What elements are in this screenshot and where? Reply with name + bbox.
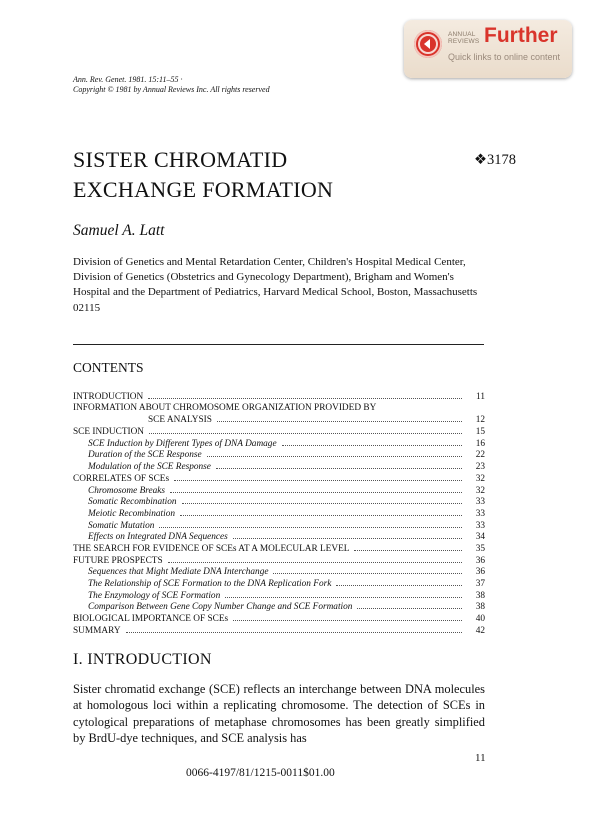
toc-entry <box>73 600 485 612</box>
toc-entry-title: Somatic Mutation <box>88 520 155 531</box>
toc-entry-title: Effects on Integrated DNA Sequences <box>88 532 228 543</box>
toc-entry-page: 38 <box>475 602 485 613</box>
toc-entry <box>73 472 485 484</box>
toc-entry-title: INTRODUCTION <box>73 392 144 402</box>
toc-entry-page: 32 <box>475 485 485 496</box>
toc-entry-title: SCE INDUCTION <box>73 427 145 438</box>
toc-entry-title: SUMMARY <box>73 625 121 636</box>
toc-entry-page: 36 <box>475 567 485 578</box>
toc-entry <box>73 402 485 414</box>
toc-entry <box>73 565 485 577</box>
toc-entry <box>73 589 485 601</box>
toc-entry <box>73 390 485 402</box>
toc-entry-page: 32 <box>475 473 485 484</box>
toc-entry <box>73 530 485 542</box>
toc-leader-dots <box>148 390 462 399</box>
toc-entry <box>73 495 485 507</box>
journal-citation: Ann. Rev. Genet. 1981. 15:11–55 · <box>73 75 183 84</box>
footer-code: 0066-4197/81/1215-0011$01.00 <box>186 767 335 779</box>
toc-entry-page: 35 <box>475 543 485 554</box>
title-line: EXCHANGE FORMATION <box>73 177 334 202</box>
toc-entry-page: 33 <box>475 497 485 508</box>
toc-leader-dots <box>273 565 462 574</box>
toc-entry-title: Somatic Recombination <box>88 497 177 508</box>
toc-leader-dots <box>216 460 462 469</box>
toc-leader-dots <box>233 612 462 621</box>
toc-leader-dots <box>180 507 462 516</box>
toc-entry-title: SCE ANALYSIS <box>148 415 212 426</box>
author-name: Samuel A. Latt <box>73 222 165 239</box>
article-title <box>73 145 333 205</box>
toc-entry-page: 36 <box>475 555 485 566</box>
toc-entry-title: INFORMATION ABOUT CHROMOSOME ORGANIZATION PROVIDED BY <box>73 402 377 413</box>
toc-entry-title: Sequences that Might Mediate DNA Interchange <box>88 567 269 578</box>
toc-entry-title: The Enzymology of SCE Formation <box>88 590 221 601</box>
toc-entry-page: 38 <box>475 590 485 601</box>
title-line: SISTER CHROMATID <box>73 147 288 172</box>
badge-publisher-label: ANNUAL REVIEWS <box>448 31 480 45</box>
toc-entry-page: 33 <box>475 520 485 531</box>
toc-leader-dots <box>170 484 462 493</box>
toc-leader-dots <box>225 589 462 598</box>
toc-leader-dots <box>159 519 462 528</box>
toc-leader-dots <box>217 413 462 422</box>
toc-leader-dots <box>149 425 462 434</box>
toc-entry <box>73 437 485 449</box>
table-of-contents <box>73 390 485 635</box>
toc-leader-dots <box>207 448 462 457</box>
toc-entry <box>73 577 485 589</box>
toc-leader-dots <box>168 554 462 563</box>
toc-entry-title: Chromosome Breaks <box>88 485 166 496</box>
toc-entry <box>73 425 485 437</box>
toc-entry-page: 37 <box>475 579 485 589</box>
toc-entry-page: 34 <box>475 532 485 543</box>
article-number: ❖3178 <box>474 152 516 168</box>
toc-entry <box>73 460 485 472</box>
page-number: 11 <box>475 752 486 764</box>
toc-leader-dots <box>126 624 462 633</box>
toc-entry-page: 40 <box>475 614 485 625</box>
toc-entry-title: Duration of the SCE Response <box>88 450 202 461</box>
badge-subtitle: Quick links to online content <box>448 52 561 62</box>
toc-entry <box>73 448 485 460</box>
badge-brand: Further <box>484 24 558 47</box>
toc-entry-title: Comparison Between Gene Copy Number Change and SCE Formation <box>88 602 353 613</box>
toc-entry-title: BIOLOGICAL IMPORTANCE OF SCEs <box>73 614 229 625</box>
toc-entry <box>73 542 485 554</box>
toc-entry-page: 33 <box>475 508 485 519</box>
toc-entry-page: 15 <box>475 427 485 438</box>
body-paragraph: Sister chromatid exchange (SCE) reflects an interchange between DNA molecules at homologous loci within a replicating chromosome. The detection of SCEs in cytological preparations of metaphase chromosomes has been greatly simplified by BrdU-dye techniques, and SCE analysis has <box>73 682 485 746</box>
copyright-line: Copyright © 1981 by Annual Reviews Inc. All rights reserved <box>73 85 270 94</box>
toc-entry <box>73 624 485 636</box>
divider <box>73 344 484 345</box>
section-heading: I. INTRODUCTION <box>73 651 212 668</box>
toc-leader-dots <box>182 495 462 504</box>
toc-entry-title: CORRELATES OF SCEs <box>73 473 170 484</box>
toc-entry-page: 22 <box>475 450 485 461</box>
toc-leader-dots <box>354 542 462 551</box>
toc-entry-page: 16 <box>475 438 485 449</box>
toc-entry-title: SCE Induction by Different Types of DNA Damage <box>88 438 277 449</box>
toc-entry <box>73 554 485 566</box>
toc-entry-title: Modulation of the SCE Response <box>88 462 211 473</box>
toc-entry-title: FUTURE PROSPECTS <box>73 555 163 566</box>
toc-entry <box>73 507 485 519</box>
author-affiliation: Division of Genetics and Mental Retardation Center, Children's Hospital Medical Center, Division of Genetics (Obstetrics and Gynecology Department), Brigham and Women's Hospital and the Department of Pediatrics, Harvard Medical School, Boston, Massachusetts 02115 <box>73 256 478 314</box>
toc-entry-page: 23 <box>475 462 485 473</box>
toc-entry <box>73 484 485 496</box>
toc-leader-dots <box>336 577 462 586</box>
toc-entry-page: 11 <box>476 392 485 402</box>
toc-entry <box>73 413 485 425</box>
toc-entry <box>73 519 485 531</box>
toc-entry-title: THE SEARCH FOR EVIDENCE OF SCEs AT A MOLECULAR LEVEL <box>73 543 350 554</box>
toc-leader-dots <box>381 402 462 410</box>
toc-entry <box>73 612 485 624</box>
play-arrow-icon <box>414 30 442 58</box>
contents-heading: CONTENTS <box>73 360 144 375</box>
toc-leader-dots <box>174 472 462 481</box>
toc-leader-dots <box>357 600 462 609</box>
toc-entry-page: 12 <box>475 415 485 426</box>
toc-leader-dots <box>282 437 462 446</box>
annual-reviews-further-badge[interactable] <box>404 20 572 78</box>
toc-entry-title: The Relationship of SCE Formation to the DNA Replication Fork <box>88 579 332 589</box>
toc-entry-title: Meiotic Recombination <box>88 508 176 519</box>
toc-leader-dots <box>233 530 462 539</box>
toc-entry-page: 42 <box>475 625 485 636</box>
